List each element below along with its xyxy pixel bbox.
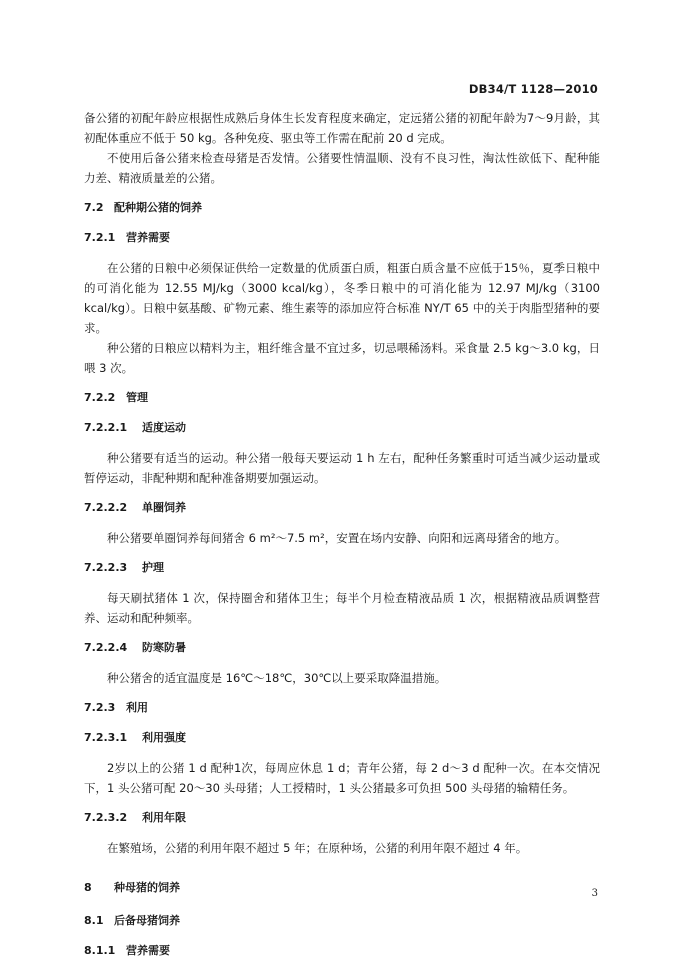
heading-7-2-2-3 bbox=[84, 558, 600, 578]
paragraph-temperature: 种公猪舍的适宜温度是 16℃～18℃，30℃以上要采取降温措施。 bbox=[107, 671, 447, 685]
heading-7-2-3-1 bbox=[84, 728, 600, 748]
paragraph-exercise: 种公猪要有适当的运动。种公猪一般每天要运动 1 h 左右，配种任务繁重时可适当减少运动量或暂停运动，非配种期和配种准备期要加强运动。 bbox=[84, 451, 600, 485]
heading-title: 种母猪的饲养 bbox=[114, 881, 180, 894]
paragraph-initial-mating-age: 备公猪的初配年龄应根据性成熟后身体生长发育程度来确定，定远猪公猪的初配年龄为7～9月龄，其初配体重应不低于 50 kg。各种免疫、驱虫等工作需在配前 20 d 完成。 bbox=[84, 111, 600, 145]
heading-7-2-3-2 bbox=[84, 808, 600, 828]
heading-title: 营养需要 bbox=[126, 231, 170, 244]
heading-7-2-2 bbox=[84, 388, 600, 408]
heading-title: 配种期公猪的饲养 bbox=[114, 201, 202, 214]
paragraph-feed-ration: 种公猪的日粮应以精料为主，粗纤维含量不宜过多，切忌喂稀汤料。采食量 2.5 kg～3.0 kg，日喂 3 次。 bbox=[84, 341, 600, 375]
heading-7-2-2-2 bbox=[84, 498, 600, 518]
heading-number: 7.2.2.1 bbox=[84, 421, 128, 434]
heading-8 bbox=[84, 878, 600, 898]
paragraph-usage-intensity: 2岁以上的公猪 1 d 配种1次，每周应休息 1 d；青年公猪，每 2 d～3 d 配种一次。在本交情况下，1 头公猪可配 20～30 头母猪；人工授精时，1 头公猪最多可负担 500 头母猪的输精任务。 bbox=[84, 761, 600, 795]
paragraph-protein-energy: 在公猪的日粮中必须保证供给一定数量的优质蛋白质，粗蛋白质含量不应低于15％，夏季日粮中的可消化能为 12.55 MJ/kg（3000 kcal/kg），冬季日粮中的可消化能为 12.97 MJ/kg（3100 kcal/kg）。日粮中氨基酸、矿物元素、维生素等的添加应符合标准 NY/T 65 中的关于肉脂型猪种的要求。 bbox=[84, 261, 600, 335]
heading-title: 利用年限 bbox=[142, 811, 186, 824]
heading-7-2-2-1 bbox=[84, 418, 600, 438]
heading-title: 单圈饲养 bbox=[142, 501, 186, 514]
heading-7-2-1 bbox=[84, 228, 600, 248]
heading-title: 营养需要 bbox=[126, 944, 170, 957]
paragraph-care: 每天刷拭猪体 1 次，保持圈舍和猪体卫生；每半个月检查精液品质 1 次，根据精液品质调整营养、运动和配种频率。 bbox=[84, 591, 600, 625]
heading-7-2-2-4 bbox=[84, 638, 600, 658]
heading-8-1 bbox=[84, 911, 600, 931]
heading-8-1-1 bbox=[84, 941, 600, 961]
heading-number: 7.2.3.1 bbox=[84, 731, 128, 744]
heading-number: 7.2 bbox=[84, 201, 104, 214]
heading-7-2-3 bbox=[84, 698, 600, 718]
heading-number: 7.2.2.2 bbox=[84, 501, 128, 514]
heading-title: 护理 bbox=[142, 561, 164, 574]
heading-number: 7.2.1 bbox=[84, 231, 116, 244]
heading-title: 防寒防暑 bbox=[142, 641, 186, 654]
page-number: 3 bbox=[591, 888, 598, 899]
paragraph-boar-selection: 不使用后备公猪来检查母猪是否发情。公猪要性情温顺、没有不良习性，淘汰性欲低下、配种能力差、精液质量差的公猪。 bbox=[84, 151, 600, 185]
heading-title: 适度运动 bbox=[142, 421, 186, 434]
page-content bbox=[84, 108, 600, 961]
heading-number: 7.2.3 bbox=[84, 701, 116, 714]
heading-title: 利用 bbox=[126, 701, 148, 714]
heading-title: 利用强度 bbox=[142, 731, 186, 744]
heading-number: 8.1 bbox=[84, 914, 104, 927]
heading-number: 7.2.2 bbox=[84, 391, 116, 404]
heading-number: 7.2.2.4 bbox=[84, 641, 128, 654]
heading-title: 管理 bbox=[126, 391, 148, 404]
heading-7-2 bbox=[84, 198, 600, 218]
paragraph-single-pen: 种公猪要单圈饲养每间猪舍 6 m²～7.5 m²，安置在场内安静、向阳和远离母猪舍的地方。 bbox=[107, 531, 567, 545]
heading-title: 后备母猪饲养 bbox=[114, 914, 180, 927]
paragraph-usage-years: 在繁殖场，公猪的利用年限不超过 5 年；在原种场，公猪的利用年限不超过 4 年。 bbox=[107, 841, 528, 855]
heading-number: 8 bbox=[84, 881, 92, 894]
heading-number: 8.1.1 bbox=[84, 944, 116, 957]
heading-number: 7.2.3.2 bbox=[84, 811, 128, 824]
heading-number: 7.2.2.3 bbox=[84, 561, 128, 574]
document-code: DB34/T 1128—2010 bbox=[468, 82, 598, 96]
